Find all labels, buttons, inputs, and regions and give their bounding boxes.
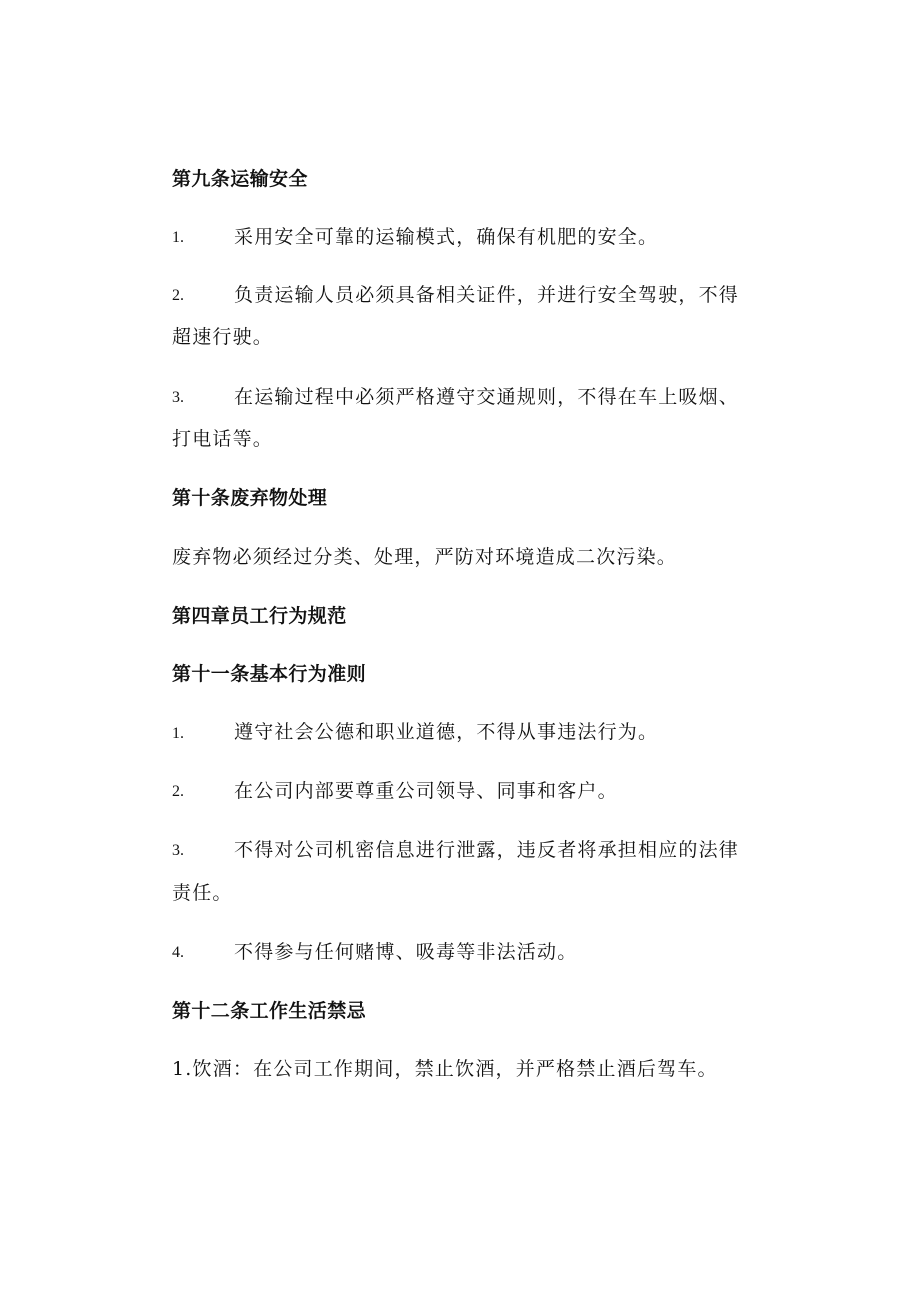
article-9-item-3-text: 在运输过程中必须严格遵守交通规则，不得在车上吸烟、 [234, 386, 740, 408]
article-11-item-4-number: 4. [172, 944, 184, 961]
article-10-heading: 第十条废弃物处理 [172, 487, 328, 509]
article-12-heading: 第十二条工作生活禁忌 [172, 1000, 367, 1022]
article-9-item-3-number: 3. [172, 389, 184, 406]
article-9-heading: 第九条运输安全 [172, 168, 308, 190]
chapter-4-heading: 第四章员工行为规范 [172, 605, 347, 627]
article-11-item-3-text: 不得对公司机密信息进行泄露，违反者将承担相应的法律 [234, 839, 740, 861]
article-9-item-1-number: 1. [172, 229, 184, 246]
article-11-item-2-text: 在公司内部要尊重公司领导、同事和客户。 [234, 780, 618, 802]
article-9-item-2-text: 负责运输人员必须具备相关证件，并进行安全驾驶，不得 [234, 284, 740, 306]
article-11-item-4-text: 不得参与任何赌博、吸毒等非法活动。 [234, 941, 578, 963]
article-9-item-2-number: 2. [172, 287, 184, 304]
article-9-item-3-continuation: 打电话等。 [172, 428, 274, 450]
article-10-body: 废弃物必须经过分类、处理，严防对环境造成二次污染。 [172, 546, 678, 568]
article-11-item-2-number: 2. [172, 783, 184, 800]
article-9-item-2-continuation: 超速行驶。 [172, 326, 274, 348]
article-11-heading: 第十一条基本行为准则 [172, 663, 367, 685]
article-11-item-1-number: 1. [172, 725, 184, 742]
article-9-item-1-text: 采用安全可靠的运输模式，确保有机肥的安全。 [234, 226, 659, 248]
article-11-item-1-text: 遵守社会公德和职业道德，不得从事违法行为。 [234, 721, 659, 743]
article-11-item-3-continuation: 责任。 [172, 882, 233, 904]
article-12-item-1: 1.饮酒：在公司工作期间，禁止饮酒，并严格禁止酒后驾车。 [172, 1058, 718, 1080]
article-11-item-3-number: 3. [172, 842, 184, 859]
